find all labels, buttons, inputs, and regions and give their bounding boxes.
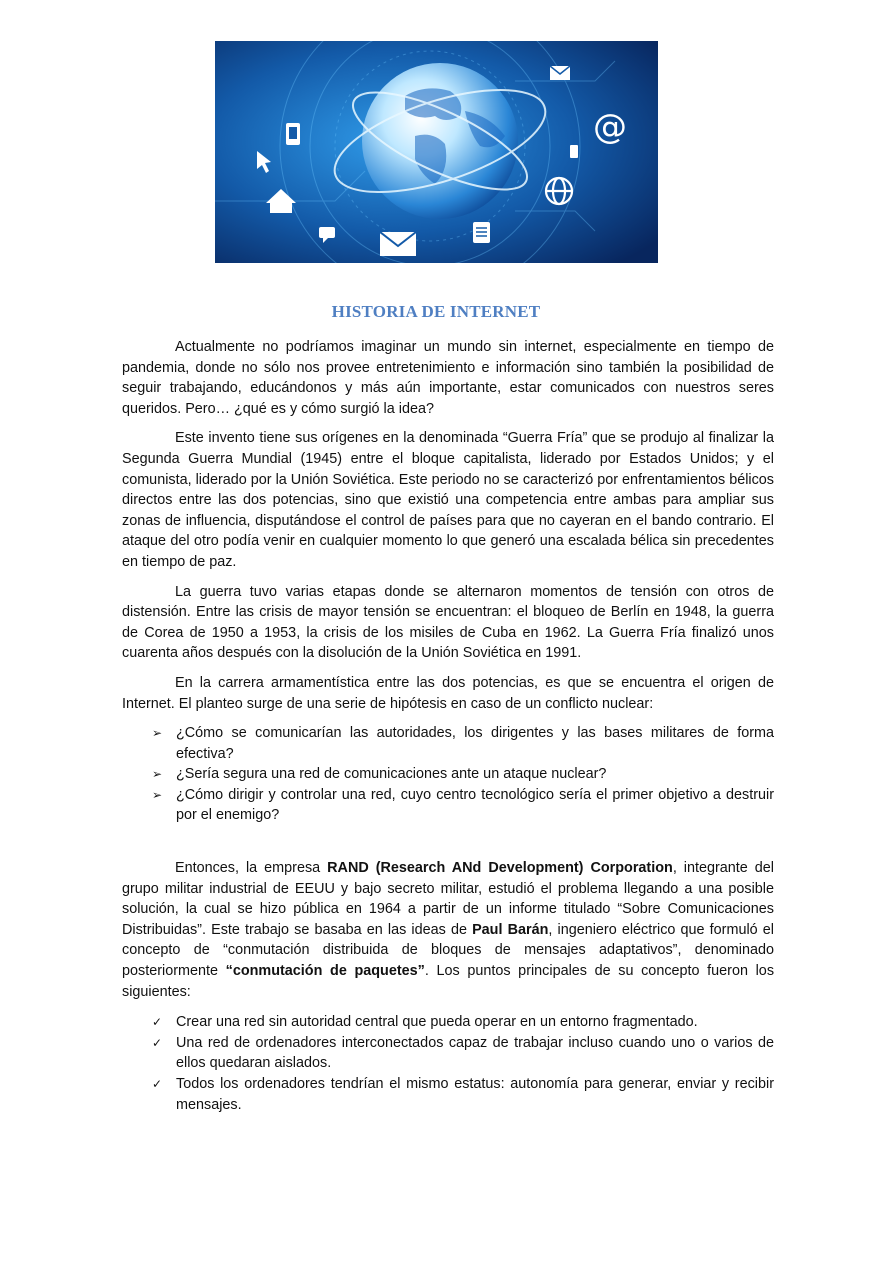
globe-network-illustration — [215, 41, 658, 263]
list-item-text: ¿Cómo se comunicarían las autoridades, los dirigentes y las bases militares de forma efectiva? — [176, 725, 774, 762]
questions-list — [122, 723, 774, 826]
list-item — [122, 764, 774, 785]
at-icon: @ — [593, 107, 627, 147]
packet-switching-term: “conmutación de paquetes” — [225, 963, 425, 980]
paragraph: En la carrera armamentística entre las dos potencias, es que se encuentra el origen de Internet. El planteo surge de una serie de hipótesis en caso de un conflicto nuclear: — [122, 674, 774, 712]
checkmark-icon: ✓ — [152, 1077, 163, 1091]
envelope-icon — [380, 232, 416, 256]
points-list — [122, 1012, 774, 1115]
paragraph: La guerra tuvo varias etapas donde se alternaron momentos de tensión con otros de distensión. Entre las crisis de mayor tensión se encuentran: el bloqueo de Berlín en 1948, la guerra de Corea de 1950 a 1953, la crisis de los misiles de Cuba en 1962. La Guerra Fría finalizó unos cuarenta años después con la disolución de la Unión Soviética en 1991. — [122, 583, 774, 662]
list-item-text: Crear una red sin autoridad central que pueda operar en un entorno fragmentado. — [176, 1014, 698, 1031]
list-item-text: ¿Cómo dirigir y controlar una red, cuyo centro tecnológico sería el primer objetivo a destruir por el enemigo? — [176, 786, 774, 824]
phone-icon — [286, 123, 300, 145]
list-item — [122, 785, 774, 826]
paragraph: Actualmente no podríamos imaginar un mundo sin internet, especialmente en tiempo de pandemia, donde no sólo nos provee entretenimiento e información sino también la posibilidad de seguir trabajando, educándonos y más aún importante, estar comunicados con nuestros seres queridos. Pero… ¿qué es y cómo surgió la idea? — [122, 339, 774, 417]
phone-icon — [570, 145, 578, 158]
list-item-text: Todos los ordenadores tendrían el mismo estatus: autonomía para generar, enviar y recibir mensajes. — [176, 1076, 774, 1113]
list-item — [122, 1033, 774, 1074]
list-item — [122, 1012, 774, 1033]
document-body — [122, 337, 774, 1124]
checkmark-icon: ✓ — [152, 1015, 163, 1030]
list-item-text: Una red de ordenadores interconectados capaz de trabajar incluso cuando uno o varios de ellos quedaran aislados. — [176, 1034, 774, 1072]
paul-baran: Paul Barán — [472, 921, 549, 938]
list-item — [122, 1074, 774, 1115]
rand-corporation: RAND (Research ANd Development) Corporation — [327, 860, 673, 877]
mail-icon — [550, 66, 570, 80]
arrow-bullet-icon: ➢ — [152, 726, 163, 741]
hero-image — [215, 41, 658, 263]
document-icon — [473, 222, 490, 243]
page-title: HISTORIA DE INTERNET — [331, 302, 541, 321]
checkmark-icon: ✓ — [152, 1035, 163, 1050]
arrow-bullet-icon: ➢ — [152, 767, 163, 782]
paragraph: Este invento tiene sus orígenes en la denominada “Guerra Fría” que se produjo al finalizar la Segunda Guerra Mundial (1945) entre el bloque capitalista, liderado por Estados Unidos; y el comunista, liderado por la Unión Soviética. Este periodo no se caracterizó por enfrentamientos bélicos directos entre las dos potencias, sino que existió una competencia entre ambas para ampliar sus zonas de influencia, disputándose el control de países para que no cayeran en el bando contrario. El ataque del otro podía venir en cualquier momento lo que generó una escalada bélica sin precedentes en tiempo de paz. — [122, 430, 774, 570]
paragraph: Entonces, la empresa RAND (Research ANd Development) Corporation, integrante del grupo militar industrial de EEUU y bajo secreto militar, estudió el problema llegando a una posible solución, la cual se hizo pública en 1964 a partir de un informe titulado “Sobre Comunicaciones Distribuidas”. Este trabajo se basaba en las ideas de Paul Barán, ingeniero eléctrico que formuló el concepto de “conmutación distribuida de bloques de mensajes adaptativos”, denominado posteriormente “conmutación de paquetes”. Los puntos principales de su concepto fueron los siguientes: — [122, 860, 775, 1000]
arrow-bullet-icon: ➢ — [152, 787, 163, 802]
list-item-text: ¿Sería segura una red de comunicaciones ante un ataque nuclear? — [176, 766, 607, 783]
list-item — [122, 723, 774, 764]
